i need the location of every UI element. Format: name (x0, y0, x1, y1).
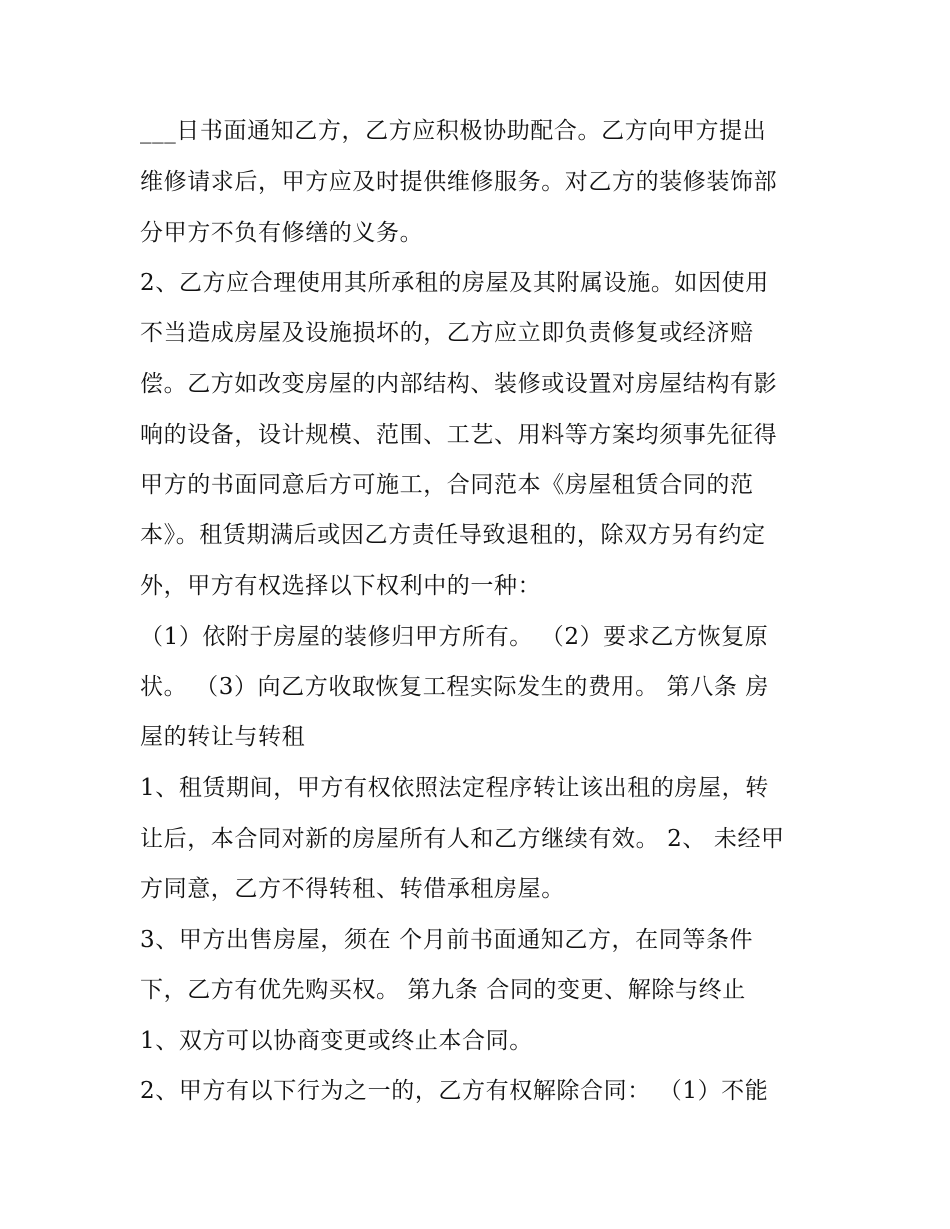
text-line: 本》。租赁期满后或因乙方责任导致退租的，除双方另有约定 (140, 522, 766, 548)
text-line: 1、租赁期间，甲方有权依照法定程序转让该出租的房屋，转 (140, 775, 769, 801)
text-line: ___日书面通知乙方，乙方应积极协助配合。乙方向甲方提出 (140, 118, 767, 144)
text-line: 不当造成房屋及设施损坏的，乙方应立即负责修复或经济赔 (140, 320, 754, 346)
text-line: 分甲方不负有修缮的义务。 (140, 220, 424, 246)
text-line: 响的设备，设计规模、范围、工艺、用料等方案均须事先征得 (140, 422, 778, 448)
text-line: 甲方的书面同意后方可施工，合同范本《房屋租赁合同的范 (140, 472, 754, 498)
text-line: 方同意，乙方不得转租、转借承租房屋。 (140, 876, 565, 902)
text-line: （1）依附于房屋的装修归甲方所有。 （2）要求乙方恢复原 (140, 624, 769, 650)
text-line: 下，乙方有优先购买权。 第九条 合同的变更、解除与终止 (140, 977, 746, 1003)
text-line: 外，甲方有权选择以下权利中的一种： (140, 573, 542, 599)
text-line: 维修请求后，甲方应及时提供维修服务。对乙方的装修装饰部 (140, 169, 778, 195)
text-line: 3、甲方出售房屋，须在 个月前书面通知乙方，在同等条件 (140, 927, 754, 953)
text-line: 2、乙方应合理使用其所承租的房屋及其附属设施。如因使用 (140, 270, 769, 296)
text-line: 2、甲方有以下行为之一的，乙方有权解除合同： （1）不能 (140, 1078, 769, 1104)
text-line: 让后，本合同对新的房屋所有人和乙方继续有效。 2、 未经甲 (140, 826, 785, 852)
text-line: 偿。乙方如改变房屋的内部结构、装修或设置对房屋结构有影 (140, 371, 778, 397)
text-line: 屋的转让与转租 (140, 724, 306, 750)
text-line: 状。 （3）向乙方收取恢复工程实际发生的费用。 第八条 房 (140, 674, 769, 700)
text-line: 1、双方可以协商变更或终止本合同。 (140, 1028, 533, 1054)
